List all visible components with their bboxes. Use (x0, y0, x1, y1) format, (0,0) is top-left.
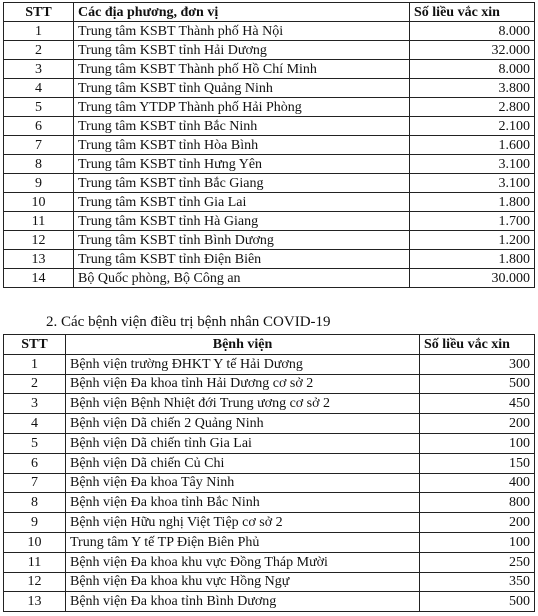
row-stt: 11 (4, 212, 74, 231)
row-stt: 1 (4, 22, 74, 41)
row-name: Bệnh viện Bệnh Nhiệt đới Trung ương cơ sở 2 (66, 394, 420, 414)
row-name: Trung tâm KSBT tỉnh Bắc Ninh (74, 117, 410, 136)
table-row (4, 60, 535, 79)
table-row (4, 592, 535, 612)
row-stt: 13 (4, 592, 66, 612)
table-header-row (4, 3, 535, 22)
row-doses: 450 (420, 394, 535, 414)
row-doses: 32.000 (410, 41, 535, 60)
row-doses: 1.800 (410, 193, 535, 212)
table-row (4, 374, 535, 394)
row-doses: 100 (420, 433, 535, 453)
row-doses: 3.100 (410, 155, 535, 174)
header-doses: Số liều vắc xin (420, 335, 535, 355)
row-stt: 9 (4, 174, 74, 193)
row-stt: 2 (4, 374, 66, 394)
row-stt: 5 (4, 433, 66, 453)
row-doses: 150 (420, 453, 535, 473)
row-doses: 1.800 (410, 250, 535, 269)
row-name: Bệnh viện Đa khoa khu vực Hồng Ngự (66, 572, 420, 592)
table-row (4, 394, 535, 414)
table-row (4, 136, 535, 155)
table-row (4, 532, 535, 552)
row-doses: 250 (420, 552, 535, 572)
row-stt: 11 (4, 552, 66, 572)
row-doses: 400 (420, 473, 535, 493)
hospitals-table (3, 334, 535, 612)
table-row (4, 493, 535, 513)
row-stt: 9 (4, 513, 66, 533)
table-row (4, 193, 535, 212)
row-name: Bệnh viện Đa khoa Tây Ninh (66, 473, 420, 493)
row-name: Bệnh viện Dã chiến Củ Chi (66, 453, 420, 473)
row-stt: 6 (4, 117, 74, 136)
table-row (4, 269, 535, 288)
header-stt: STT (4, 335, 66, 355)
row-name: Bệnh viện trường ĐHKT Y tế Hải Dương (66, 354, 420, 374)
row-stt: 12 (4, 572, 66, 592)
row-name: Trung tâm KSBT tỉnh Quảng Ninh (74, 79, 410, 98)
row-name: Trung tâm KSBT tỉnh Hưng Yên (74, 155, 410, 174)
table-row (4, 552, 535, 572)
table-row (4, 117, 535, 136)
table-row (4, 473, 535, 493)
row-name: Bệnh viện Hữu nghị Việt Tiệp cơ sở 2 (66, 513, 420, 533)
table-row (4, 513, 535, 533)
row-name: Trung tâm KSBT tỉnh Hà Giang (74, 212, 410, 231)
row-doses: 500 (420, 374, 535, 394)
table-row (4, 231, 535, 250)
row-doses: 2.800 (410, 98, 535, 117)
row-doses: 1.200 (410, 231, 535, 250)
section-heading: 2. Các bệnh viện điều trị bệnh nhân COVID-19 (46, 314, 331, 330)
row-doses: 200 (420, 513, 535, 533)
row-name: Bệnh viện Đa khoa tỉnh Bắc Ninh (66, 493, 420, 513)
table-row (4, 433, 535, 453)
row-doses: 350 (420, 572, 535, 592)
row-name: Bệnh viện Đa khoa tỉnh Bình Dương (66, 592, 420, 612)
row-doses: 1.600 (410, 136, 535, 155)
row-doses: 500 (420, 592, 535, 612)
row-stt: 3 (4, 60, 74, 79)
table-row (4, 572, 535, 592)
row-name: Trung tâm KSBT tỉnh Bình Dương (74, 231, 410, 250)
row-stt: 3 (4, 394, 66, 414)
row-stt: 10 (4, 193, 74, 212)
table-row (4, 22, 535, 41)
table-header-row (4, 335, 535, 355)
row-stt: 1 (4, 354, 66, 374)
row-stt: 8 (4, 155, 74, 174)
row-doses: 8.000 (410, 60, 535, 79)
table-row (4, 41, 535, 60)
row-doses: 8.000 (410, 22, 535, 41)
header-unit: Các địa phương, đơn vị (74, 3, 410, 22)
row-stt: 14 (4, 269, 74, 288)
row-name: Trung tâm KSBT tỉnh Hòa Bình (74, 136, 410, 155)
table-row (4, 414, 535, 434)
row-name: Trung tâm KSBT Thành phố Hà Nội (74, 22, 410, 41)
row-name: Bệnh viện Đa khoa tỉnh Hải Dương cơ sở 2 (66, 374, 420, 394)
table-row (4, 354, 535, 374)
row-name: Trung tâm Y tế TP Điện Biên Phủ (66, 532, 420, 552)
row-stt: 10 (4, 532, 66, 552)
row-doses: 3.100 (410, 174, 535, 193)
row-doses: 1.700 (410, 212, 535, 231)
row-stt: 2 (4, 41, 74, 60)
row-name: Trung tâm KSBT tỉnh Bắc Giang (74, 174, 410, 193)
row-name: Bệnh viện Dã chiến tỉnh Gia Lai (66, 433, 420, 453)
row-stt: 5 (4, 98, 74, 117)
row-doses: 800 (420, 493, 535, 513)
row-doses: 200 (420, 414, 535, 434)
row-doses: 2.100 (410, 117, 535, 136)
row-doses: 3.800 (410, 79, 535, 98)
row-name: Trung tâm KSBT Thành phố Hồ Chí Minh (74, 60, 410, 79)
table-row (4, 79, 535, 98)
table-row (4, 250, 535, 269)
row-stt: 13 (4, 250, 74, 269)
row-stt: 4 (4, 414, 66, 434)
row-name: Trung tâm KSBT tỉnh Hải Dương (74, 41, 410, 60)
table-row (4, 155, 535, 174)
table-row (4, 212, 535, 231)
row-stt: 6 (4, 453, 66, 473)
row-doses: 300 (420, 354, 535, 374)
row-name: Trung tâm YTDP Thành phố Hải Phòng (74, 98, 410, 117)
table-row (4, 98, 535, 117)
row-name: Bộ Quốc phòng, Bộ Công an (74, 269, 410, 288)
row-stt: 7 (4, 136, 74, 155)
row-stt: 8 (4, 493, 66, 513)
local-units-table (3, 2, 535, 288)
row-stt: 7 (4, 473, 66, 493)
header-hospital: Bệnh viện (66, 335, 420, 355)
row-name: Trung tâm KSBT tỉnh Điện Biên (74, 250, 410, 269)
row-name: Bệnh viện Đa khoa khu vực Đồng Tháp Mười (66, 552, 420, 572)
row-doses: 30.000 (410, 269, 535, 288)
row-stt: 4 (4, 79, 74, 98)
header-doses: Số liều vắc xin (410, 3, 535, 22)
header-stt: STT (4, 3, 74, 22)
row-name: Bệnh viện Dã chiến 2 Quảng Ninh (66, 414, 420, 434)
table-row (4, 174, 535, 193)
table-row (4, 453, 535, 473)
row-doses: 100 (420, 532, 535, 552)
row-name: Trung tâm KSBT tỉnh Gia Lai (74, 193, 410, 212)
row-stt: 12 (4, 231, 74, 250)
